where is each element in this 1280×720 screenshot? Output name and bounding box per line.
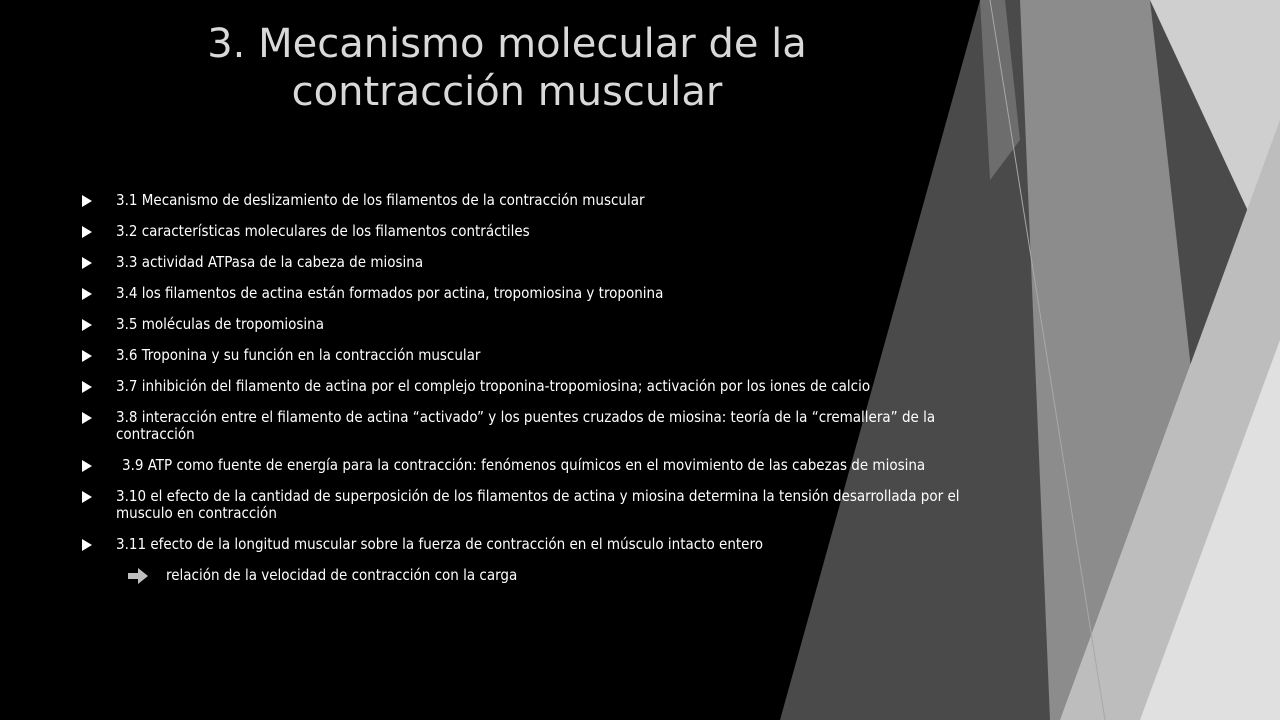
bullet-text: 3.4 los filamentos de actina están formados por actina, tropomiosina y troponina (116, 284, 664, 302)
bullet-text: 3.1 Mecanismo de deslizamiento de los filamentos de la contracción muscular (116, 191, 645, 209)
bullet-arrow-icon (82, 288, 92, 300)
bullet-list (80, 192, 970, 584)
bullet-item (80, 536, 970, 553)
bullet-arrow-icon (82, 491, 92, 503)
bullet-item (80, 285, 970, 302)
bullet-text: 3.10 el efecto de la cantidad de superposición de los filamentos de actina y miosina determina la tensión desarrollada por el musculo en contracción (116, 487, 960, 522)
bullet-item (80, 254, 970, 271)
bullet-text: 3.6 Troponina y su función en la contracción muscular (116, 346, 481, 364)
right-arrow-icon (128, 568, 148, 584)
bullet-text: 3.9 ATP como fuente de energía para la contracción: fenómenos químicos en el movimiento de las cabezas de miosina (122, 456, 926, 474)
bullet-text: 3.2 características moleculares de los filamentos contráctiles (116, 222, 530, 240)
bullet-arrow-icon (82, 460, 92, 472)
bullet-text: 3.5 moléculas de tropomiosina (116, 315, 325, 333)
bullet-item (80, 316, 970, 333)
bullet-item (80, 223, 970, 240)
slide-title-line-1: 3. Mecanismo molecular de la (207, 21, 807, 67)
bullet-text: 3.11 efecto de la longitud muscular sobre la fuerza de contracción en el músculo intacto entero (116, 535, 763, 553)
slide-title (92, 20, 922, 116)
bullet-arrow-icon (82, 257, 92, 269)
bullet-item (80, 192, 970, 209)
bullet-text: 3.3 actividad ATPasa de la cabeza de miosina (116, 253, 424, 271)
bullet-arrow-icon (82, 319, 92, 331)
bullet-arrow-icon (82, 195, 92, 207)
bullet-arrow-icon (82, 226, 92, 238)
bullet-item (80, 347, 970, 364)
bullet-item (80, 378, 970, 395)
bullet-arrow-icon (82, 539, 92, 551)
bullet-item (80, 457, 970, 474)
bullet-text: 3.8 interacción entre el filamento de actina “activado” y los puentes cruzados de miosina: teoría de la “cremallera” de la contracción (116, 408, 936, 443)
slide-title-line-2: contracción muscular (291, 69, 723, 115)
bullet-item (80, 409, 970, 443)
bullet-item (80, 488, 970, 522)
bullet-arrow-icon (82, 381, 92, 393)
sub-bullet-item (80, 567, 970, 584)
bullet-text: 3.7 inhibición del filamento de actina por el complejo troponina-tropomiosina; activación por los iones de calcio (116, 377, 871, 395)
bullet-arrow-icon (82, 412, 92, 424)
bullet-arrow-icon (82, 350, 92, 362)
sub-bullet-text: relación de la velocidad de contracción con la carga (166, 566, 518, 584)
